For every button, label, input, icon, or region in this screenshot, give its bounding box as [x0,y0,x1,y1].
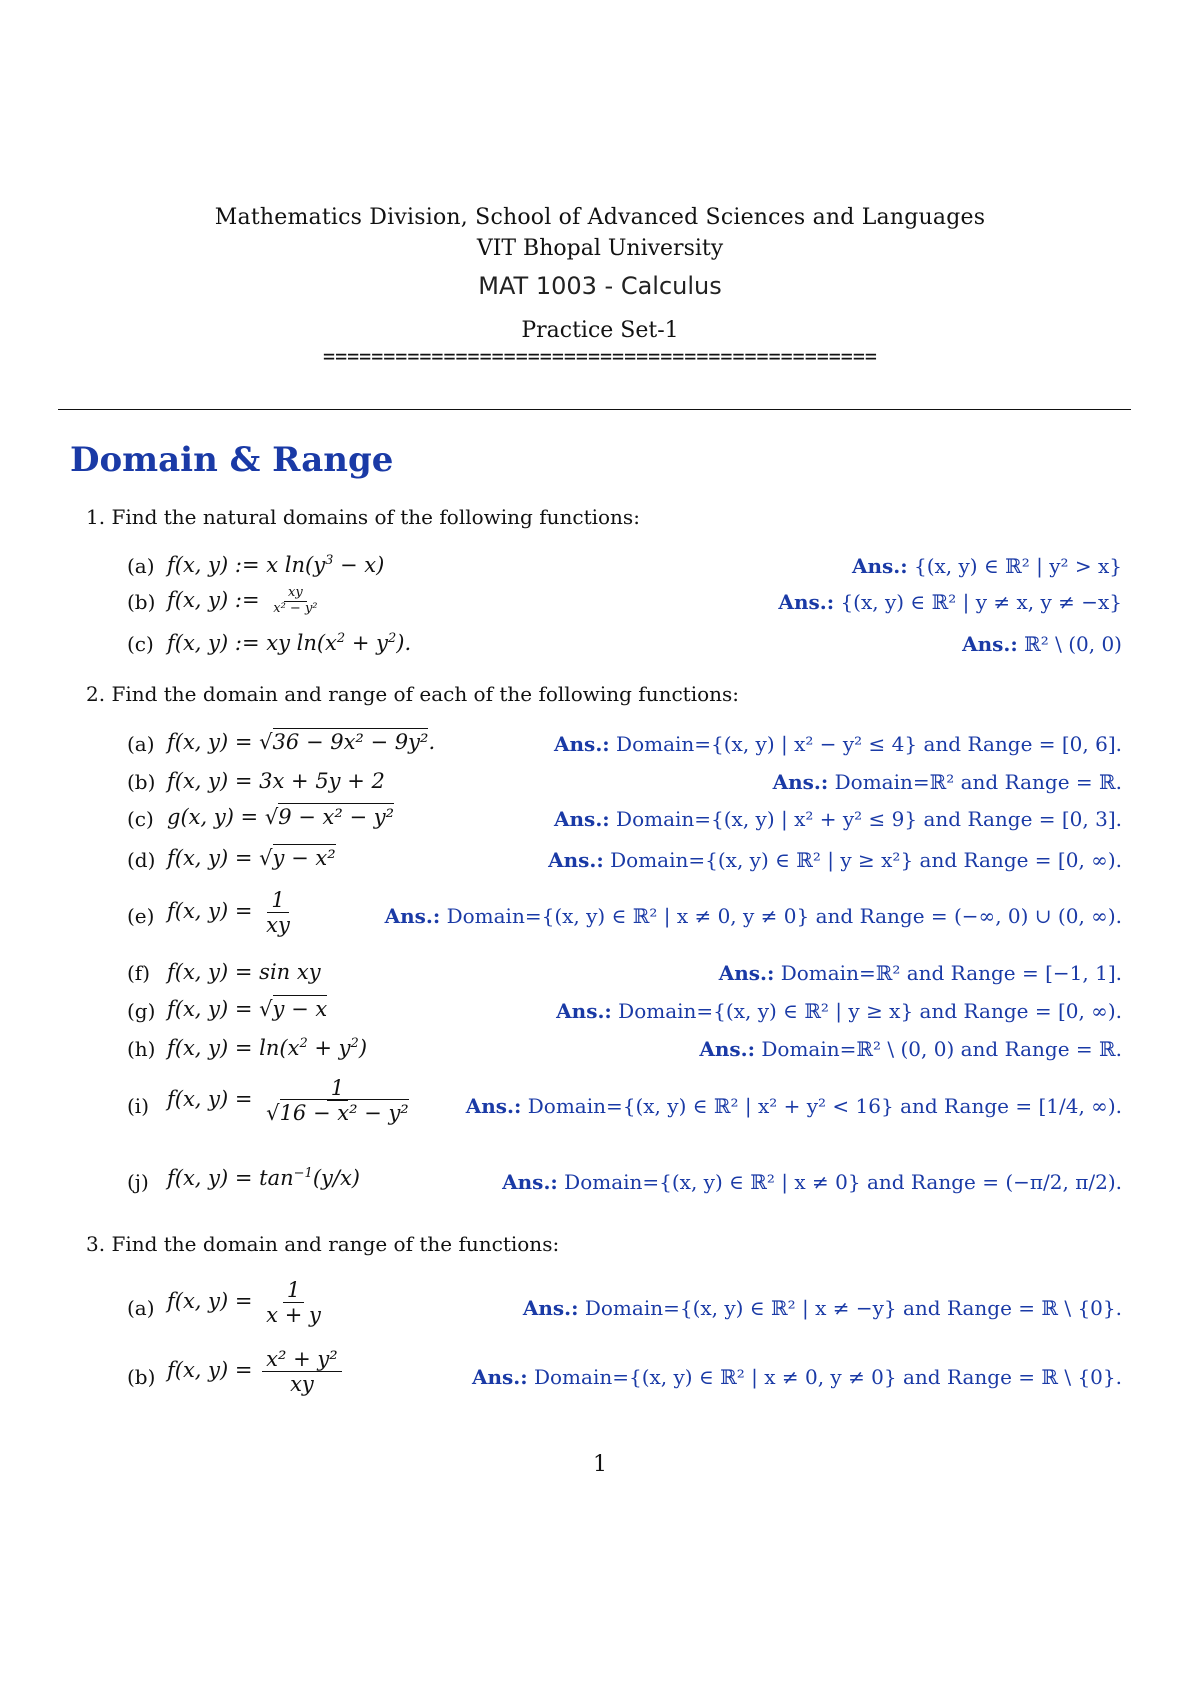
q2-item-g [0,993,1200,1033]
item-label: (c) [127,807,154,831]
university-name: VIT Bhopal University [476,236,724,261]
q2-item-c [0,801,1200,841]
item-answer: Ans.: Domain={(x, y) ∈ ℝ² | y ≥ x²} and Range = [0, ∞). [548,848,1122,872]
item-answer: Ans.: {(x, y) ∈ ℝ² | y ≠ x, y ≠ −x} [778,590,1122,614]
q3-item-b [0,1345,1200,1409]
question-1-text: 1. Find the natural domains of the following functions: [86,505,640,529]
item-label: (c) [127,632,154,656]
q1-item-c [0,626,1200,666]
item-function: f(x, y) := xy $\ln(x^2 + y^2)$. [167,631,412,655]
q2-item-f [0,955,1200,995]
practice-set-title: Practice Set-1 [521,318,679,343]
item-label: (f) [127,961,151,985]
item-answer: Ans.: Domain=ℝ² and Range = [−1, 1]. [718,961,1122,985]
item-answer: Ans.: Domain={(x, y) ∈ ℝ² | x ≠ 0} and Range = (−π/2, π/2). [502,1170,1122,1194]
item-function: f(x, y) = √y − x² [167,846,336,870]
item-label: (a) [127,554,155,578]
q1-item-b [0,582,1200,622]
q2-item-b [0,764,1200,804]
page-number: 1 [593,1452,607,1477]
item-label: (j) [127,1170,149,1194]
q3-item-a [0,1276,1200,1340]
item-answer: Ans.: Domain={(x, y) | x² + y² ≤ 9} and Range = [0, 3]. [554,807,1122,831]
q2-item-j [0,1152,1200,1216]
question-3-text: 3. Find the domain and range of the functions: [86,1232,560,1256]
item-function: f(x, y) := x $\ln(y^3 - x)$ [167,553,385,577]
item-answer: Ans.: Domain=ℝ² and Range = ℝ. [772,770,1122,794]
item-answer: Ans.: Domain={(x, y) ∈ ℝ² | x² + y² < 16} and Range = [1/4, ∞). [465,1094,1122,1118]
institution-division: Mathematics Division, School of Advanced Sciences and Languages [214,205,986,230]
item-function: g(x, y) = √9 − x² − y² [167,805,395,829]
item-function: f(x, y) = √y − x [167,997,328,1021]
item-label: (e) [127,904,155,928]
item-function: f(x, y) = √36 − 9x² − 9y². [167,730,436,754]
horizontal-rule [58,409,1131,410]
item-answer: Ans.: Domain={(x, y) ∈ ℝ² | x ≠ −y} and Range = ℝ \ {0}. [522,1296,1122,1320]
q2-item-h [0,1031,1200,1071]
header-separator: ============================================== [323,344,877,368]
item-label: (b) [127,590,156,614]
item-answer: Ans.: Domain=ℝ² \ (0, 0) and Range = ℝ. [699,1037,1122,1061]
q2-item-e [0,886,1200,946]
item-function: f(x, y) = $\frac{1}{x + y}$ [167,1278,321,1328]
q2-item-a [0,726,1200,766]
item-label: (a) [127,1296,155,1320]
item-answer: Ans.: Domain={(x, y) ∈ ℝ² | y ≥ x} and Range = [0, ∞). [556,999,1122,1023]
item-label: (i) [127,1094,150,1118]
item-function: f(x, y) = $\frac{1}{xy}$ [167,888,290,938]
q2-item-i [0,1074,1200,1140]
item-answer: Ans.: ℝ² \ (0, 0) [962,632,1122,656]
item-answer: Ans.: {(x, y) ∈ ℝ² | y² > x} [851,554,1122,578]
item-answer: Ans.: Domain={(x, y) ∈ ℝ² | x ≠ 0, y ≠ 0} and Range = ℝ \ {0}. [471,1365,1122,1389]
item-label: (a) [127,732,155,756]
item-label: (b) [127,770,156,794]
item-label: (g) [127,999,156,1023]
item-answer: Ans.: Domain={(x, y) | x² − y² ≤ 4} and Range = [0, 6]. [554,732,1122,756]
question-2-text: 2. Find the domain and range of each of the following functions: [86,682,740,706]
item-label: (d) [127,848,156,872]
item-function: f(x, y) := $\frac{xy}{\text{x² − y²}}$ [167,585,318,616]
item-label: (b) [127,1365,156,1389]
item-function: f(x, y) = 3x + 5y + 2 [167,769,385,793]
item-function: f(x, y) = $\frac{1}{\text{√16 − x² − y²}}$ [167,1076,409,1126]
item-answer: Ans.: Domain={(x, y) ∈ ℝ² | x ≠ 0, y ≠ 0} and Range = (−∞, 0) ∪ (0, ∞). [384,904,1122,928]
item-label: (h) [127,1037,156,1061]
q2-item-d [0,842,1200,882]
item-function: f(x, y) = sin xy [167,960,321,984]
item-function: f(x, y) = $\frac{\text{x² + y²}}{xy}$ [167,1347,345,1396]
section-title: Domain & Range [70,440,394,480]
course-title: MAT 1003 - Calculus [478,272,722,300]
item-function: f(x, $y) = \tan^{-1}(y/x)$ [167,1166,360,1190]
item-function: f(x, $y) = \ln(x^2 + y^2)$ [167,1036,368,1060]
